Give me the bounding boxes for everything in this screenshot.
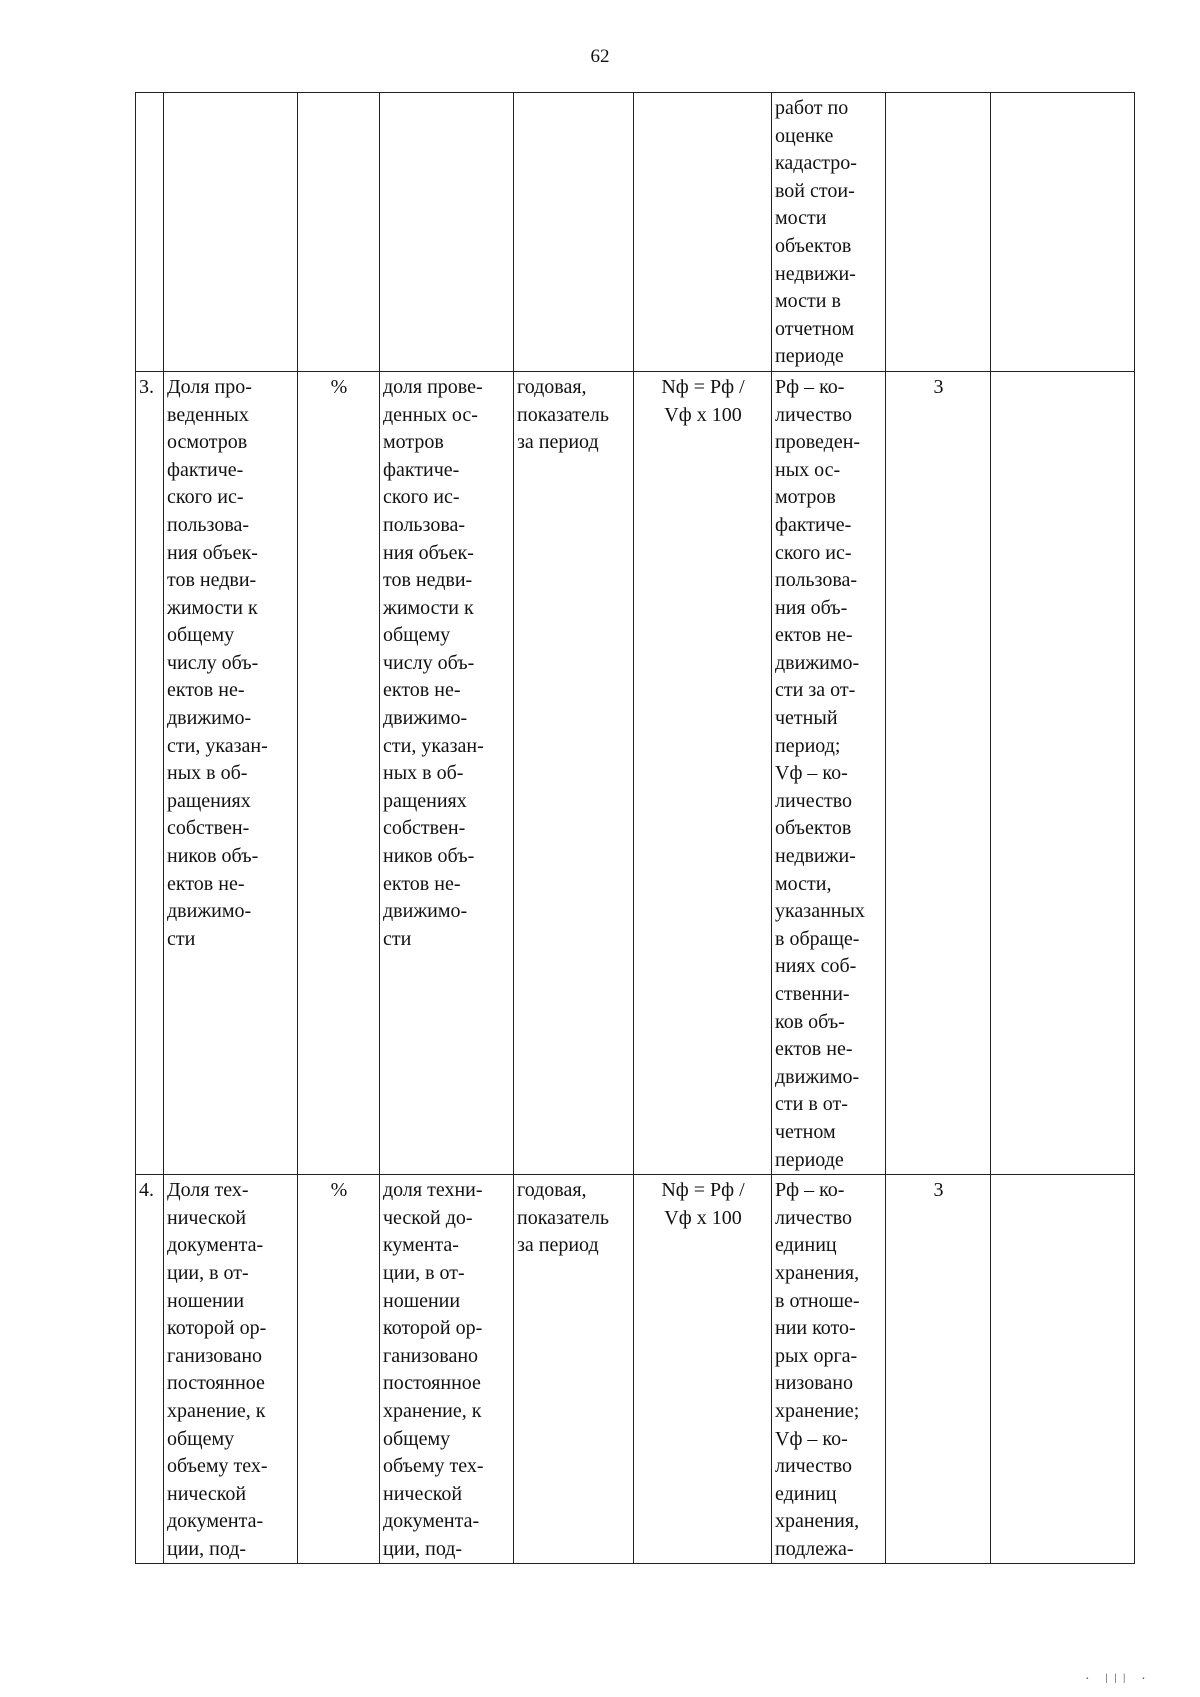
indicator-definition-line: денных ос- <box>383 403 478 426</box>
indicator-definition-line: собствен- <box>383 817 466 840</box>
indicator-name-line: тов недви- <box>167 569 257 592</box>
formula-description <box>772 371 886 1174</box>
formula <box>634 371 772 1174</box>
indicator-definition-line: ращениях <box>383 789 467 812</box>
formula-description-line: хранение; <box>775 1399 860 1422</box>
indicator-definition-line: движимо- <box>383 900 468 923</box>
indicator-name-line: нической <box>167 1482 247 1505</box>
indicator-definition-line: числу объ- <box>383 651 475 674</box>
indicator-name-line: общему <box>167 1427 235 1450</box>
formula-description-line: сти в от- <box>775 1093 848 1116</box>
formula-description-line: сти за от- <box>775 679 856 702</box>
formula-description-line: Рф – ко- <box>775 1179 845 1202</box>
formula-description-line: недвижи- <box>775 262 856 285</box>
table-row <box>136 371 1135 1174</box>
periodicity <box>514 93 634 372</box>
formula-description-line: единиц <box>775 1234 837 1257</box>
indicator-definition-line: ганизовано <box>383 1344 479 1367</box>
indicator-definition-line: ников объ- <box>383 845 475 868</box>
indicator-name-line: осмотров <box>167 431 248 454</box>
periodicity-line: за период <box>517 1234 599 1257</box>
indicator-definition-line: доля прове- <box>383 375 483 398</box>
indicator-name-line: сти <box>167 927 196 950</box>
indicator-definition-line: которой ор- <box>383 1317 483 1340</box>
indicator-name-line: пользова- <box>167 513 250 536</box>
indicator-definition-line: тов недви- <box>383 569 473 592</box>
formula-description-line: четном <box>775 1120 836 1143</box>
indicator-name-line: объему тех- <box>167 1455 268 1478</box>
formula-description-line: ниях соб- <box>775 955 857 978</box>
indicator-definition-line: ектов не- <box>383 872 461 895</box>
formula-description-line: Рф – ко- <box>775 375 845 398</box>
formula-description-line: личество <box>775 403 853 426</box>
indicator-definition-line: кумента- <box>383 1234 459 1257</box>
formula-description-line: объектов <box>775 234 852 257</box>
indicator-definition-line: движимо- <box>383 707 468 730</box>
indicator-definition-line: общему <box>383 624 451 647</box>
indicator-name-line: жимости к <box>167 596 258 619</box>
formula-description-line: в обраще- <box>775 927 860 950</box>
indicator-name-line: движимо- <box>167 707 252 730</box>
formula-description-line: рых орга- <box>775 1344 858 1367</box>
indicator-definition-line: доля техни- <box>383 1179 483 1202</box>
table-row <box>136 1175 1135 1564</box>
unit-of-measure: % <box>298 371 380 1174</box>
formula-description-line: единиц <box>775 1482 837 1505</box>
periodicity-line: годовая, <box>517 1179 587 1202</box>
unit-of-measure: % <box>298 1175 380 1564</box>
indicator-name-line: ского ис- <box>167 486 244 509</box>
periodicity <box>514 371 634 1174</box>
indicator-name-line: ников объ- <box>167 845 259 868</box>
indicator-name <box>164 1175 298 1564</box>
formula-description-line: периоде <box>775 1148 844 1171</box>
indicator-definition-line: ных в об- <box>383 762 464 785</box>
indicator-name <box>164 93 298 372</box>
formula-description-line: Vф – ко- <box>775 1427 848 1450</box>
formula-description-line: фактиче- <box>775 513 852 536</box>
indicator-name-line: числу объ- <box>167 651 259 674</box>
indicator-name-line: ектов не- <box>167 679 245 702</box>
formula-line: Nф = Рф / <box>661 375 745 398</box>
formula-description-line: ектов не- <box>775 1038 853 1061</box>
target-value <box>886 93 991 372</box>
formula-description-line: нии кото- <box>775 1317 856 1340</box>
page-number: 62 <box>590 46 610 67</box>
indicator-name-line: ектов не- <box>167 872 245 895</box>
formula-description-line: вой стои- <box>775 179 855 202</box>
indicator-name-line: движимо- <box>167 900 252 923</box>
indicator-definition-line: пользова- <box>383 513 466 536</box>
indicator-name-line: ных в об- <box>167 762 248 785</box>
formula-description-line: объектов <box>775 817 852 840</box>
formula-description-line: пользова- <box>775 569 858 592</box>
indicator-definition-line: общему <box>383 1427 451 1450</box>
formula-description-line: личество <box>775 789 853 812</box>
row-number: 3. <box>136 371 164 1174</box>
indicator-definition-line: ния объек- <box>383 541 474 564</box>
indicator-definition <box>380 1175 514 1564</box>
formula-description-line: ния объ- <box>775 596 848 619</box>
formula-description-line: период; <box>775 734 841 757</box>
note <box>991 1175 1135 1564</box>
indicator-definition-line: мотров <box>383 431 444 454</box>
indicators-table <box>135 92 1135 1564</box>
indicator-name-line: ния объек- <box>167 541 258 564</box>
indicator-name-line: собствен- <box>167 817 250 840</box>
indicator-name-line: ращениях <box>167 789 251 812</box>
formula-description-line: движимо- <box>775 651 860 674</box>
row-number <box>136 93 164 372</box>
formula-description-line: ных ос- <box>775 458 841 481</box>
formula-description-line: ектов не- <box>775 624 853 647</box>
periodicity <box>514 1175 634 1564</box>
indicator-name-line: постоянное <box>167 1372 265 1395</box>
formula-line: Vф х 100 <box>664 1206 742 1229</box>
formula-description-line: кадастро- <box>775 152 857 175</box>
indicator-definition-line: хранение, к <box>383 1399 482 1422</box>
formula-description-line: четный <box>775 707 838 730</box>
formula-description-line: мости <box>775 207 827 230</box>
indicator-name-line: хранение, к <box>167 1399 266 1422</box>
row-number: 4. <box>136 1175 164 1564</box>
indicator-definition-line: фактиче- <box>383 458 460 481</box>
formula-description-line: работ по <box>775 97 849 119</box>
indicator-definition-line: документа- <box>383 1510 480 1533</box>
formula-description-line: ственни- <box>775 983 850 1005</box>
indicator-definition-line: ектов не- <box>383 679 461 702</box>
indicator-definition-line: жимости к <box>383 596 474 619</box>
note <box>991 93 1135 372</box>
formula-description <box>772 1175 886 1564</box>
indicator-name-line: общему <box>167 624 235 647</box>
formula-description-line: личество <box>775 1455 853 1478</box>
periodicity-line: показатель <box>517 403 609 426</box>
indicator-definition-line: ношении <box>383 1289 461 1312</box>
indicator-name-line: ношении <box>167 1289 245 1312</box>
indicator-name-line: ции, в от- <box>167 1261 249 1284</box>
formula-line: Nф = Рф / <box>661 1179 745 1202</box>
indicator-definition <box>380 93 514 372</box>
formula-description-line: отчетном <box>775 317 855 340</box>
formula-description-line: недвижи- <box>775 845 856 868</box>
target-value: 3 <box>886 371 991 1174</box>
indicator-name-line: нической <box>167 1206 247 1229</box>
indicator-name-line: фактиче- <box>167 458 244 481</box>
formula-description-line: хранения, <box>775 1510 860 1533</box>
formula-description-line: мотров <box>775 486 836 509</box>
formula <box>634 1175 772 1564</box>
indicator-name-line: документа- <box>167 1510 264 1533</box>
formula-description-line: проведен- <box>775 431 861 454</box>
indicator-definition-line: постоянное <box>383 1372 481 1395</box>
indicator-name-line: веденных <box>167 403 249 426</box>
formula-description-line: Vф – ко- <box>775 762 848 785</box>
indicator-name-line: которой ор- <box>167 1317 267 1340</box>
periodicity-line: годовая, <box>517 375 587 398</box>
indicator-name <box>164 371 298 1174</box>
formula <box>634 93 772 372</box>
indicator-name-line: Доля про- <box>167 375 252 398</box>
target-value: 3 <box>886 1175 991 1564</box>
formula-description-line: личество <box>775 1206 853 1229</box>
formula-description-line: периоде <box>775 345 844 368</box>
formula-description-line: движимо- <box>775 1065 860 1088</box>
indicator-name-line: ганизовано <box>167 1344 263 1367</box>
formula-description-line: в отноше- <box>775 1289 860 1312</box>
indicator-definition-line: ции, в от- <box>383 1261 465 1284</box>
indicator-definition-line: объему тех- <box>383 1455 484 1478</box>
indicator-definition-line: ции, под- <box>383 1537 463 1560</box>
formula-description-line: подлежа- <box>775 1537 854 1560</box>
indicator-definition-line: сти <box>383 927 412 950</box>
scan-artifact: · ǀǀǀ · <box>1085 1672 1152 1687</box>
unit-of-measure <box>298 93 380 372</box>
formula-description-line: ков объ- <box>775 1010 845 1033</box>
periodicity-line: за период <box>517 431 599 454</box>
formula-description-line: указанных <box>775 900 865 923</box>
indicator-name-line: Доля тех- <box>167 1179 249 1202</box>
table-row <box>136 93 1135 372</box>
indicator-name-line: документа- <box>167 1234 264 1257</box>
indicator-definition-line: ческой до- <box>383 1206 473 1229</box>
formula-description-line: мости, <box>775 872 832 895</box>
indicator-name-line: ции, под- <box>167 1537 247 1560</box>
indicator-definition <box>380 371 514 1174</box>
note <box>991 371 1135 1174</box>
indicator-definition-line: ского ис- <box>383 486 460 509</box>
formula-description-line: ского ис- <box>775 541 852 564</box>
formula-description-line: мости в <box>775 290 841 313</box>
indicator-definition-line: нической <box>383 1482 463 1505</box>
indicator-definition-line: сти, указан- <box>383 734 484 757</box>
formula-description-line: оценке <box>775 124 834 147</box>
periodicity-line: показатель <box>517 1206 609 1229</box>
formula-description-line: хранения, <box>775 1261 860 1284</box>
formula-description <box>772 93 886 372</box>
formula-line: Vф х 100 <box>664 403 742 426</box>
formula-description-line: низовано <box>775 1372 853 1395</box>
indicator-name-line: сти, указан- <box>167 734 268 757</box>
